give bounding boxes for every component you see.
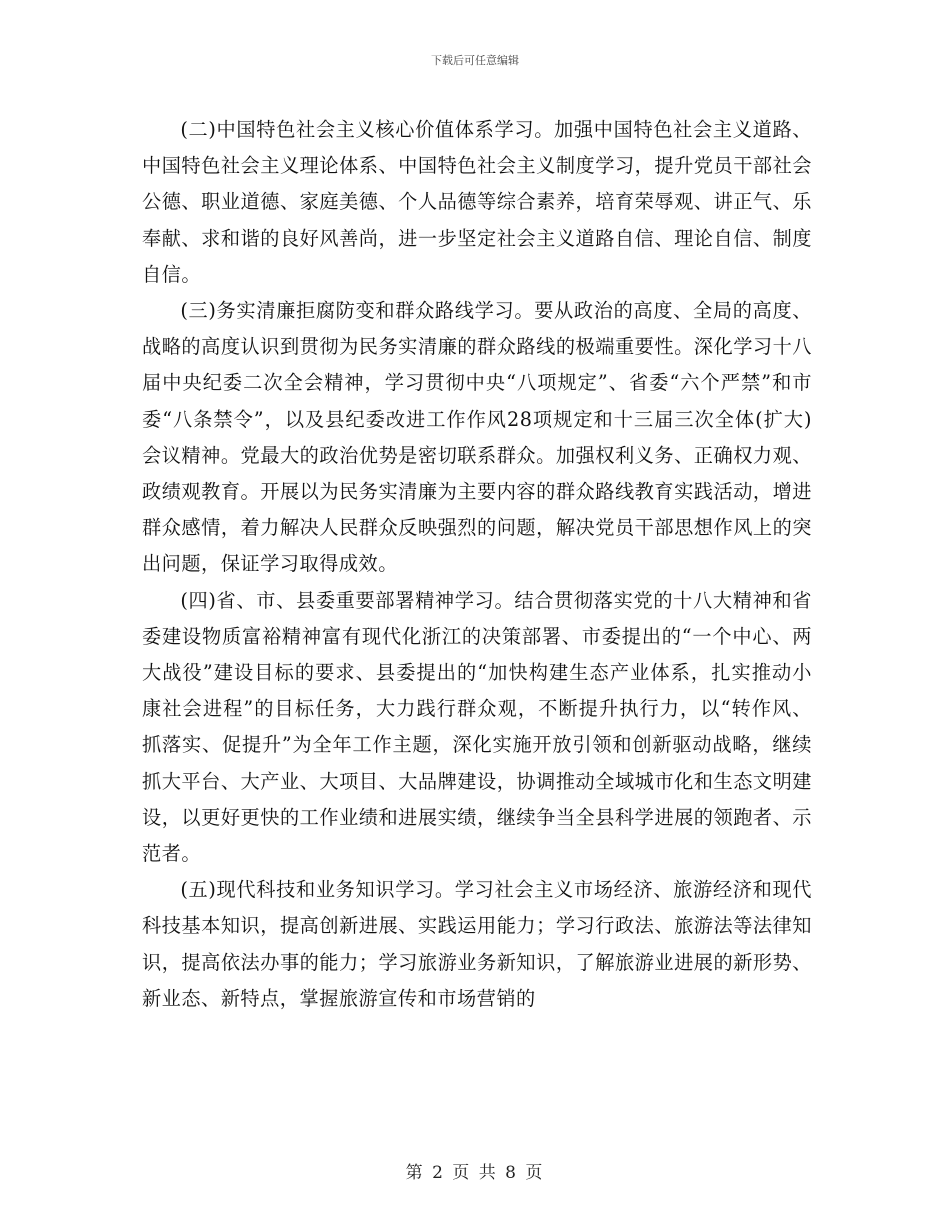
paragraph-science-knowledge: (五)现代科技和业务知识学习。学习社会主义市场经济、旅游经济和现代科技基本知识，提高创新进展、实践运用能力；学习行政法、旅游法等法律知识，提高依法办事的能力；学习旅游业务新知识，了解旅游业进展的新形势、新业态、新特点，掌握旅游宣传和市场营销的 <box>142 878 812 1010</box>
paragraph-clean-governance: (三)务实清廉拒腐防变和群众路线学习。要从政治的高度、全局的高度、战略的高度认识到贯彻为民务实清廉的群众路线的极端重要性。深化学习十八届中央纪委二次全会精神，学习贯彻中央“八项规定”、省委“六个严禁”和市委“八条禁令”，以及县纪委改进工作作风28项规定和十三届三次全体(扩大)会议精神。党最大的政治优势是密切联系群众。加强权利义务、正确权力观、政绩观教育。开展以为民务实清廉为主要内容的群众路线教育实践活动，增进群众感情，着力解决人民群众反映强烈的问题，解决党员干部思想作风上的突出问题，保证学习取得成效。 <box>142 299 812 576</box>
paragraph-key-deployments: (四)省、市、县委重要部署精神学习。结合贯彻落实党的十八大精神和省委建设物质富裕精神富有现代化浙江的决策部署、市委提出的“一个中心、两大战役”建设目标的要求、县委提出的“加快构建生态产业体系，扎实推动小康社会进程”的目标任务，大力践行群众观，不断提升执行力，以“转作风、抓落实、促提升”为全年工作主题，深化实施开放引领和创新驱动战略，继续抓大平台、大产业、大项目、大品牌建设，协调推动全域城市化和生态文明建设，以更好更快的工作业绩和进展实绩，继续争当全县科学进展的领跑者、示范者。 <box>142 588 812 866</box>
page-header-note: 下载后可任意编辑 <box>431 54 519 67</box>
document-body <box>142 112 812 1017</box>
page-number-footer: 第 2 页 共 8 页 <box>405 1163 545 1183</box>
paragraph-core-values: (二)中国特色社会主义核心价值体系学习。加强中国特色社会主义道路、中国特色社会主义理论体系、中国特色社会主义制度学习，提升党员干部社会公德、职业道德、家庭美德、个人品德等综合素养，培育荣辱观、讲正气、乐奉献、求和谐的良好风善尚，进一步坚定社会主义道路自信、理论自信、制度自信。 <box>142 118 812 286</box>
